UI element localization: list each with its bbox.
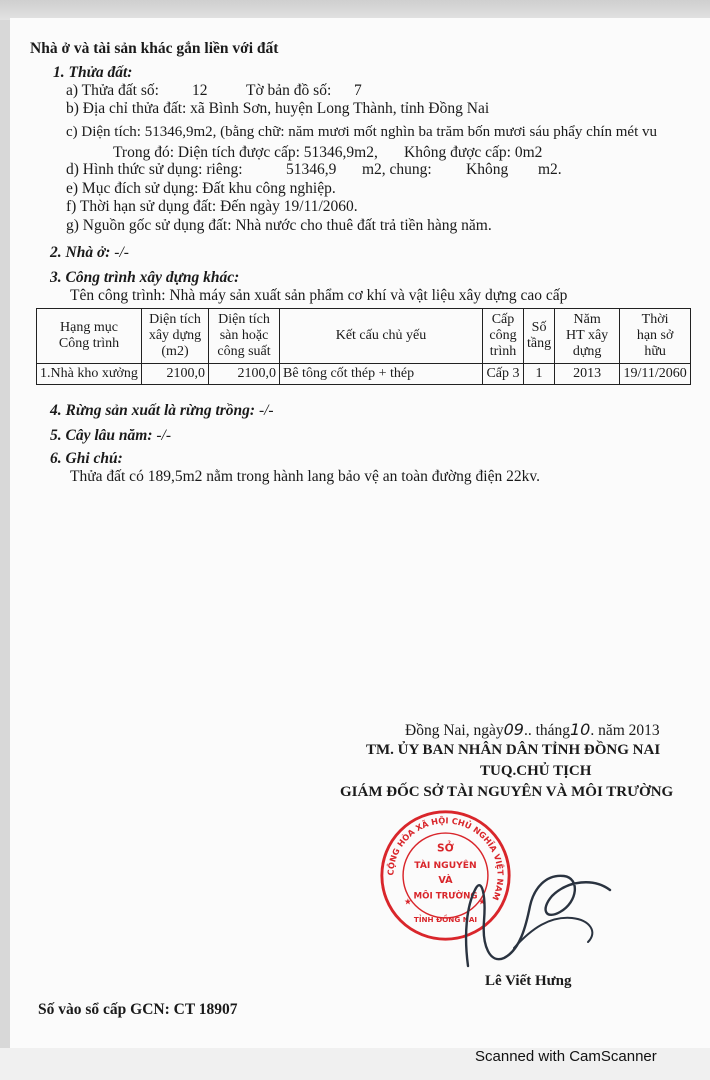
section-4-title: 4. Rừng sản xuất là rừng trồng: bbox=[50, 402, 256, 419]
svg-text:TỈNH ĐỒNG NAI: TỈNH ĐỒNG NAI bbox=[413, 914, 478, 924]
parcel-number-value: 12 bbox=[192, 82, 208, 99]
section-2-value: -/- bbox=[114, 244, 129, 261]
header-floor-area: Diện tích sàn hoặc công suất bbox=[209, 309, 280, 364]
section-5 bbox=[50, 427, 171, 445]
svg-text:VÀ: VÀ bbox=[438, 875, 453, 887]
parcel-number-label: a) Thửa đất số: bbox=[66, 82, 159, 99]
issuer-line-3: GIÁM ĐỐC SỞ TÀI NGUYÊN VÀ MÔI TRƯỜNG bbox=[340, 784, 674, 800]
cell-item: 1.Nhà kho xưởng bbox=[37, 364, 142, 385]
usage-common-value: Không bbox=[466, 161, 509, 178]
header-year: Năm HT xây dựng bbox=[555, 309, 620, 364]
project-name: Tên công trình: Nhà máy sản xuất sản phẩm cơ khí và vật liệu xây dựng cao cấp bbox=[70, 287, 568, 304]
table-header-row bbox=[37, 309, 691, 364]
cell-floors: 1 bbox=[524, 364, 555, 385]
place-date: Đồng Nai, ngày09.. tháng10. năm 2013 bbox=[405, 720, 660, 739]
cell-built-area: 2100,0 bbox=[142, 364, 209, 385]
usage-form-label: d) Hình thức sử dụng: riêng: bbox=[66, 161, 243, 178]
svg-text:MÔI TRƯỜNG: MÔI TRƯỜNG bbox=[413, 891, 478, 902]
usage-purpose: e) Mục đích sử dụng: Đất khu công nghiệp. bbox=[66, 180, 336, 197]
parcel-address: b) Địa chỉ thửa đất: xã Bình Sơn, huyện Long Thành, tỉnh Đồng Nai bbox=[66, 100, 490, 117]
issuer-line-2: TUQ.CHỦ TỊCH bbox=[480, 763, 592, 779]
section-2-title: 2. Nhà ở: bbox=[50, 244, 111, 261]
section-1-title: 1. Thửa đất: bbox=[53, 64, 133, 81]
date-day: 09 bbox=[503, 720, 524, 739]
parcel-area: c) Diện tích: 51346,9m2, (bằng chữ: năm mươi mốt nghìn ba trăm bốn mươi sáu phẩy chín mét vu bbox=[66, 124, 657, 140]
svg-text:SỞ: SỞ bbox=[437, 842, 454, 855]
cell-term: 19/11/2060 bbox=[620, 364, 691, 385]
section-6-title: 6. Ghi chú: bbox=[50, 450, 123, 467]
usage-term: f) Thời hạn sử dụng đất: Đến ngày 19/11/2060. bbox=[66, 198, 358, 215]
note-text: Thửa đất có 189,5m2 nằm trong hành lang bảo vệ an toàn đường điện 22kv. bbox=[70, 468, 540, 485]
header-built-area: Diện tích xây dựng (m2) bbox=[142, 309, 209, 364]
svg-text:★: ★ bbox=[404, 897, 412, 908]
map-sheet-value: 7 bbox=[354, 82, 362, 99]
usage-private-value: 51346,9 bbox=[286, 161, 337, 178]
issuer-line-1: TM. ỦY BAN NHÂN DÂN TỈNH ĐỒNG NAI bbox=[366, 742, 661, 758]
page-header: Nhà ở và tài sản khác gắn liền với đất bbox=[30, 40, 279, 57]
section-5-title: 5. Cây lâu năm: bbox=[50, 427, 153, 444]
scanner-watermark: Scanned with CamScanner bbox=[475, 1048, 657, 1065]
header-term: Thời hạn sở hữu bbox=[620, 309, 691, 364]
map-sheet-label: Tờ bản đồ số: bbox=[246, 82, 332, 99]
date-month: 10 bbox=[570, 720, 591, 739]
usage-common-unit: m2. bbox=[538, 161, 562, 178]
header-floors: Số tầng bbox=[524, 309, 555, 364]
land-origin: g) Nguồn gốc sử dụng đất: Nhà nước cho thuê đất trả tiền hàng năm. bbox=[66, 217, 492, 234]
cell-floor-area: 2100,0 bbox=[209, 364, 280, 385]
signer-name: Lê Viết Hưng bbox=[485, 973, 572, 989]
section-3-title: 3. Công trình xây dựng khác: bbox=[50, 269, 240, 286]
svg-text:TÀI NGUYÊN: TÀI NGUYÊN bbox=[414, 859, 477, 871]
cell-year: 2013 bbox=[555, 364, 620, 385]
svg-text:CỘNG HÒA XÃ HỘI CHỦ NGHĨA VIỆT: CỘNG HÒA XÃ HỘI CHỦ NGHĨA VIỆT NAM bbox=[385, 815, 506, 902]
table-row bbox=[37, 364, 691, 385]
handwritten-signature bbox=[460, 866, 620, 976]
svg-text:★: ★ bbox=[478, 897, 487, 908]
section-2 bbox=[50, 244, 129, 262]
area-granted: Trong đó: Diện tích được cấp: 51346,9m2, bbox=[113, 144, 378, 161]
header-structure: Kết cấu chủ yếu bbox=[280, 309, 483, 364]
header-item: Hạng mục Công trình bbox=[37, 309, 142, 364]
cell-grade: Cấp 3 bbox=[483, 364, 524, 385]
header-grade: Cấp công trình bbox=[483, 309, 524, 364]
usage-common-label: m2, chung: bbox=[362, 161, 432, 178]
registry-number: Số vào sổ cấp GCN: CT 18907 bbox=[38, 1001, 238, 1018]
cell-structure: Bê tông cốt thép + thép bbox=[280, 364, 483, 385]
section-4 bbox=[50, 402, 274, 420]
structures-table bbox=[36, 308, 691, 385]
section-5-value: -/- bbox=[156, 427, 171, 444]
section-4-value: -/- bbox=[258, 402, 274, 419]
area-not-granted: Không được cấp: 0m2 bbox=[404, 144, 543, 161]
document-page bbox=[10, 18, 710, 1048]
top-strip bbox=[0, 0, 710, 20]
